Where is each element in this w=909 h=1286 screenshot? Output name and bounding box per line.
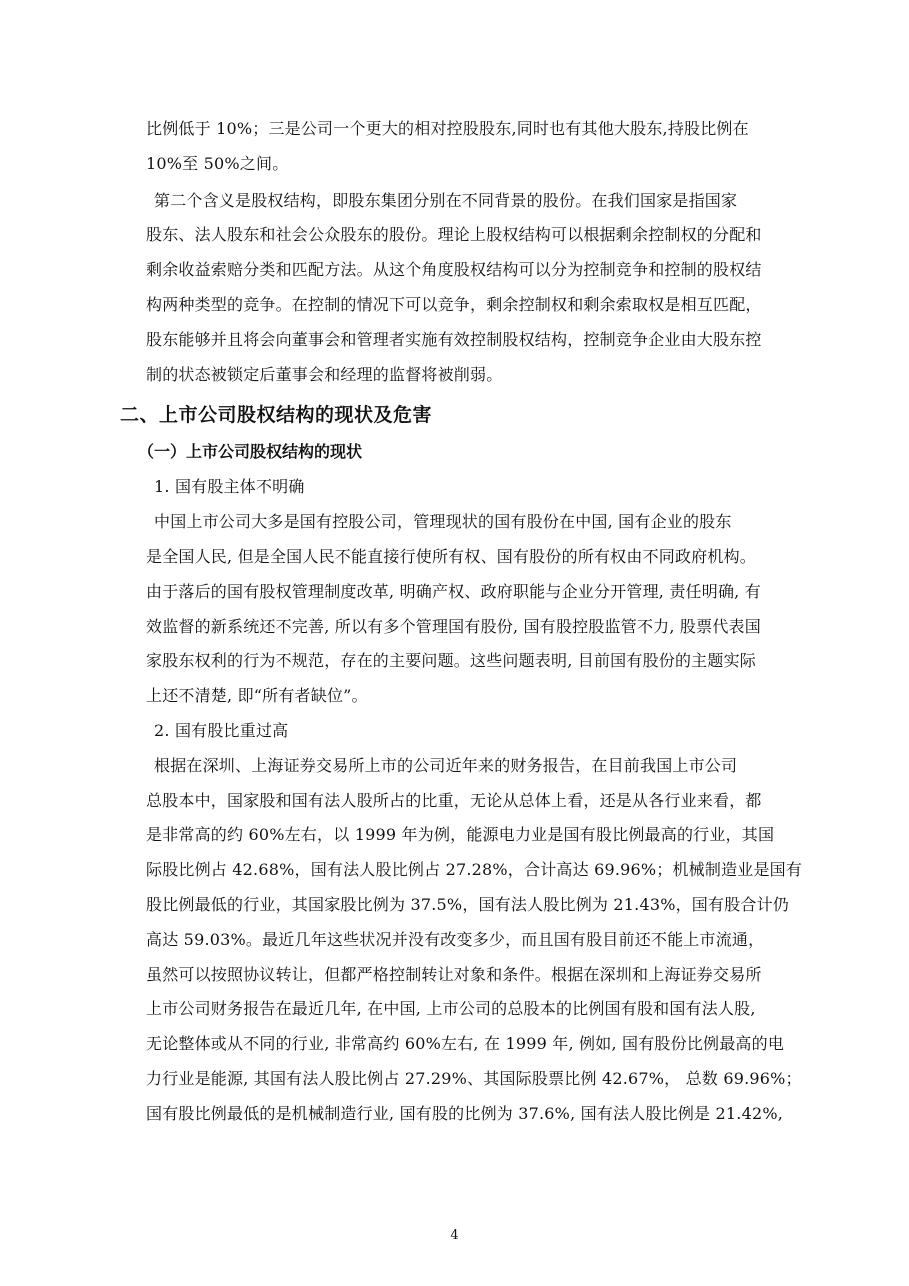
text-line: 股东、法人股东和社会公众股东的股份。理论上股权结构可以根据剩余控制权的分配和: [146, 225, 762, 245]
text-line: 力行业是能源, 其国有法人股比例占 27.29%、其国际股票比例 42.67%， 总数 69.96%；: [146, 1068, 802, 1088]
text-line: 比例低于 10%；三是公司一个更大的相对控股股东,同时也有其他大股东,持股比例在: [146, 119, 749, 138]
text-line: 是非常高的约 60%左右，以 1999 年为例，能源电力业是国有股比例最高的行业，其国: [146, 825, 775, 845]
text-line: 虽然可以按照协议转让，但都严格控制转让对象和条件。根据在深圳和上海证券交易所: [146, 964, 762, 984]
text-line: 构两种类型的竞争。在控制的情况下可以竞争，剩余控制权和剩余索取权是相互匹配，: [146, 294, 762, 314]
text-line: 高达 59.03%。最近几年这些状况并没有改变多少，而且国有股目前还不能上市流通，: [146, 929, 765, 949]
text-line: 股比例最低的行业，其国家股比例为 37.5%，国有法人股比例为 21.43%，国有股合计仍: [146, 894, 790, 914]
text-line: 股东能够并且将会向董事会和管理者实施有效控制股权结构，控制竞争企业由大股东控: [146, 329, 762, 349]
item-heading-state-owner: 1. 国有股主体不明确: [154, 477, 305, 497]
text-line: 10%至 50%之间。: [146, 153, 289, 173]
text-line: 际股比例占 42.68%，国有法人股比例占 27.28%，合计高达 69.96%；机械制造业是国有: [146, 860, 803, 880]
text-line: 总股本中，国家股和国有法人股所占的比重，无论从总体上看，还是从各行业来看，都: [146, 790, 762, 810]
text-line: 第二个含义是股权结构，即股东集团分别在不同背景的股份。在我们国家是指国家: [154, 190, 738, 210]
state-owner-paragraph: [146, 505, 818, 714]
state-share-ratio-paragraph: [146, 749, 818, 1132]
text-line: 上市公司财务报告在最近几年, 在中国, 上市公司的总股本的比例国有股和国有法人股,: [146, 999, 756, 1019]
text-line: 是全国人民, 但是全国人民不能直接行使所有权、国有股份的所有权由不同政府机构。: [146, 546, 756, 566]
text-line: 效监督的新系统还不完善, 所以有多个管理国有股份, 国有股控股监管不力, 股票代表国: [146, 616, 761, 636]
text-line: 剩余收益索赔分类和匹配方法。从这个角度股权结构可以分为控制竞争和控制的股权结: [146, 260, 762, 280]
text-line: 制的状态被锁定后董事会和经理的监督将被削弱。: [146, 364, 503, 384]
document-body: [120, 112, 818, 1132]
item-heading-state-share-ratio: 2. 国有股比重过高: [154, 720, 289, 740]
text-line: 家股东权利的行为不规范，存在的主要问题。这些问题表明, 目前国有股份的主题实际: [146, 651, 756, 671]
page-number: 4: [450, 1228, 459, 1243]
text-line: 无论整体或从不同的行业, 非常高约 60%左右, 在 1999 年, 例如, 国有股份比例最高的电: [146, 1034, 785, 1054]
section-heading: 二、上市公司股权结构的现状及危害: [120, 404, 433, 427]
continuation-paragraph: [146, 112, 818, 182]
text-line: 上还不清楚, 即“所有者缺位”。: [146, 686, 368, 706]
text-line: 根据在深圳、上海证券交易所上市的公司近年来的财务报告，在目前我国上市公司: [154, 755, 738, 775]
text-line: 中国上市公司大多是国有控股公司，管理现状的国有股份在中国, 国有企业的股东: [154, 512, 732, 532]
equity-structure-paragraph: [146, 184, 818, 393]
text-line: 国有股比例最低的是机械制造行业, 国有股的比例为 37.6%, 国有法人股比例是 21.42%,: [146, 1103, 784, 1123]
text-line: 由于落后的国有股权管理制度改革, 明确产权、政府职能与企业分开管理, 责任明确, 有: [146, 581, 761, 601]
subsection-heading: （一）上市公司股权结构的现状: [138, 442, 363, 462]
